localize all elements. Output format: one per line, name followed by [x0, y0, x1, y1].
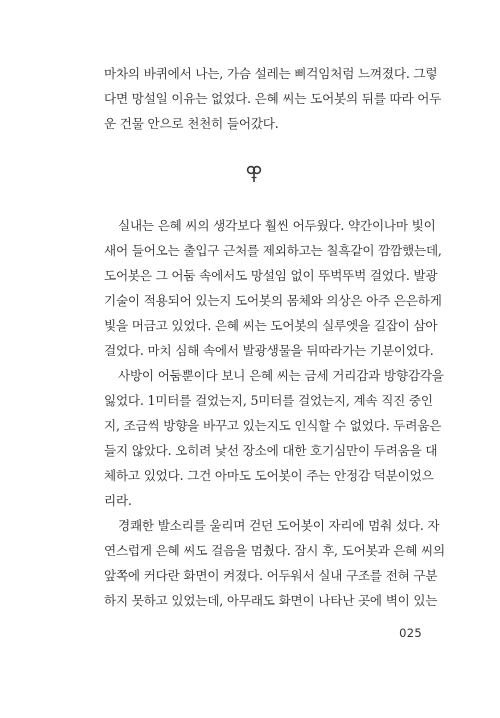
text-line: 빛을 머금고 있었다. 은혜 씨는 도어봇의 실루엣을 길잡이 삼아 [104, 318, 438, 333]
text-line: 사방이 어둠뿐이다 보니 은혜 씨는 금세 거리감과 방향감각을 [118, 368, 444, 383]
text-line: 실내는 은혜 씨의 생각보다 훨씬 어두웠다. 약간이나마 빛이 [118, 218, 436, 233]
text-line: 잃었다. 1미터를 걸었는지, 5미터를 걸었는지, 계속 직진 중인 [104, 393, 433, 408]
text-line: 걸었다. 마치 심해 속에서 발광생물을 뒤따라가는 기분이었다. [104, 343, 434, 358]
text-line: 체하고 있었다. 그건 아마도 도어봇이 주는 안정감 덕분이었으 [104, 468, 434, 483]
page-number: 025 [399, 626, 422, 640]
text-line: 앞쪽에 커다란 화면이 켜졌다. 어두워서 실내 구조를 전혀 구분 [104, 568, 438, 583]
paragraph-4 [104, 513, 445, 613]
text-line: 다면 망설일 이유는 없었다. 은혜 씨는 도어봇의 뒤를 따라 어두 [104, 91, 442, 106]
text-line: 들지 않았다. 오히려 낯선 장소에 대한 호기심만이 두려움을 대 [104, 443, 438, 458]
text-line: 새어 들어오는 출입구 근처를 제외하고는 칠흑같이 깜깜했는데, [104, 243, 442, 258]
text-line: 하지 못하고 있었는데, 아무래도 화면이 나타난 곳에 벽이 있는 [104, 593, 438, 608]
text-line: 리라. [104, 493, 132, 508]
body-text [104, 213, 445, 613]
paragraph-3 [104, 363, 444, 513]
text-line: 기술이 적용되어 있는지 도어봇의 몸체와 의상은 아주 은은하게 [104, 293, 442, 308]
text-line: 지, 조금씩 방향을 바꾸고 있는지도 인식할 수 없었다. 두려움은 [104, 418, 442, 433]
text-line: 경쾌한 발소리를 울리며 걷던 도어봇이 자리에 멈춰 섰다. 자 [118, 518, 440, 533]
text-line: 도어봇은 그 어둠 속에서도 망설임 없이 뚜벅뚜벅 걸었다. 발광 [104, 268, 438, 283]
text-line: 운 건물 안으로 천천히 들어갔다. [104, 116, 279, 131]
ornament-quatrefoil-icon [246, 165, 262, 183]
text-line: 연스럽게 은혜 씨도 걸음을 멈췄다. 잠시 후, 도어봇과 은혜 씨의 [104, 543, 445, 558]
paragraph-1 [104, 61, 442, 136]
text-line: 마차의 바퀴에서 나는, 가슴 설레는 삐걱임처럼 느껴졌다. 그렇 [104, 66, 438, 81]
paragraph-2 [104, 213, 442, 363]
